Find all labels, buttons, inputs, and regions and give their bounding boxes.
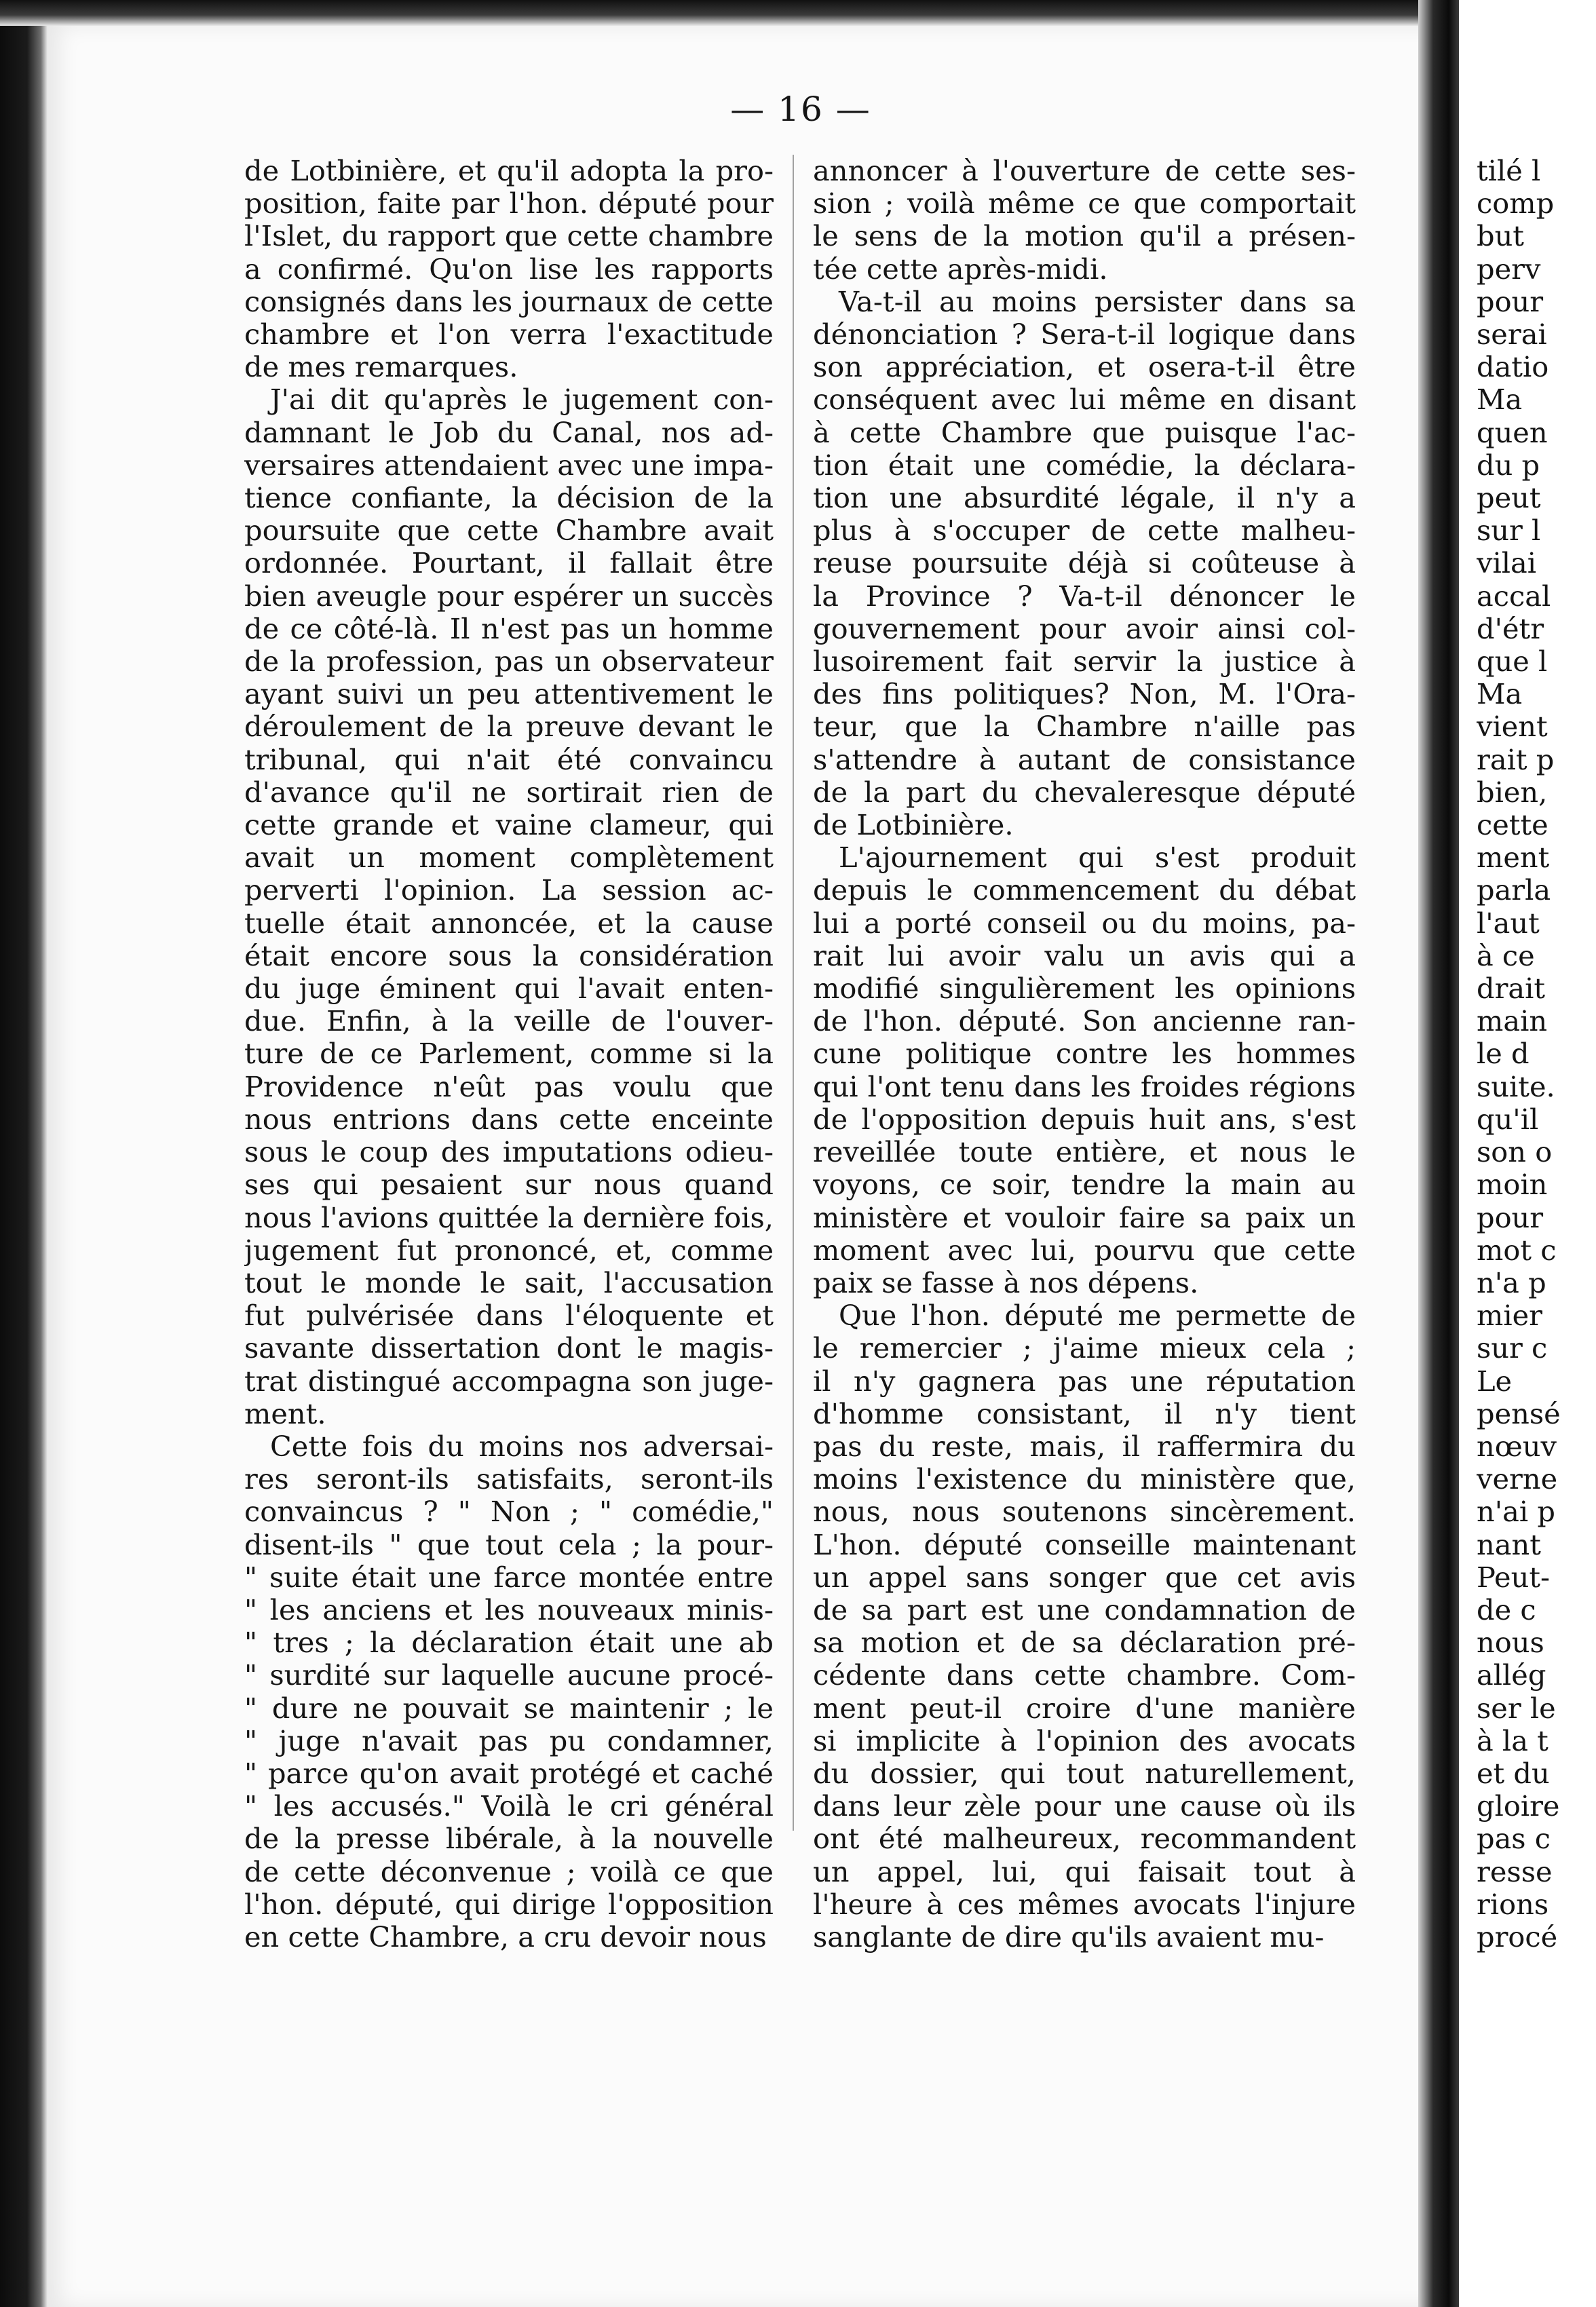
text-line: tuelle était annoncée, et la cause — [244, 907, 774, 940]
text-line: de Lotbinière. — [813, 809, 1014, 842]
text-line: " parce qu'on avait protégé et caché — [244, 1757, 774, 1790]
next-page-line-fragment: rait p — [1477, 743, 1555, 776]
text-line: pas du reste, mais, il raffermira du — [813, 1430, 1356, 1463]
text-line: sa motion et de sa déclaration pré- — [813, 1626, 1356, 1660]
text-line: en cette Chambre, a cru devoir nous — [244, 1920, 767, 1953]
text-line: du juge éminent qui l'avait enten- — [244, 972, 774, 1006]
next-page-line-fragment: procé — [1477, 1920, 1558, 1953]
text-line: un appel, lui, qui faisait tout à — [813, 1855, 1356, 1888]
next-page-line-fragment: quen — [1477, 416, 1548, 449]
next-page-line-fragment: pour — [1477, 1201, 1544, 1234]
text-line: trat distingué accompagna son juge- — [244, 1365, 774, 1398]
text-line: bien aveugle pour espérer un succès — [244, 579, 774, 613]
text-line: tience confiante, la décision de la — [244, 482, 774, 515]
next-page-line-fragment: nœuv — [1477, 1430, 1557, 1463]
text-line: tion une absurdité légale, il n'y a — [813, 482, 1356, 515]
text-line: l'Islet, du rapport que cette chambre — [244, 220, 774, 253]
text-line: ministère et vouloir faire sa paix un — [813, 1201, 1356, 1234]
text-line: l'hon. député, qui dirige l'opposition — [244, 1888, 774, 1921]
next-page-line-fragment: peut — [1477, 482, 1541, 515]
text-line: tout le monde le sait, l'accusation — [244, 1266, 774, 1299]
text-column-left — [244, 155, 774, 1953]
text-line: d'homme consistant, il n'y tient — [813, 1397, 1356, 1430]
text-line: lui a porté conseil ou du moins, pa- — [813, 907, 1356, 940]
next-page-line-fragment: vient — [1477, 710, 1548, 744]
text-line: de la part du chevaleresque député — [813, 776, 1356, 809]
text-line: cette grande et vaine clameur, qui — [244, 809, 774, 842]
text-column-right — [813, 155, 1356, 1953]
next-page-line-fragment: nous — [1477, 1626, 1544, 1660]
next-page-line-fragment: ment — [1477, 841, 1550, 875]
next-page-line-fragment: cette — [1477, 809, 1548, 842]
text-line: savante dissertation dont le magis- — [244, 1332, 774, 1365]
text-line: à cette Chambre que puisque l'ac- — [813, 416, 1356, 449]
text-line: sanglante de dire qu'ils avaient mu- — [813, 1920, 1325, 1953]
text-line: moins l'existence du ministère que, — [813, 1463, 1356, 1496]
text-line: disent-ils " que tout cela ; la pour- — [244, 1528, 774, 1561]
text-line: ment. — [244, 1397, 326, 1430]
text-line: Que l'hon. député me permette de — [839, 1299, 1356, 1333]
text-line: Va-t-il au moins persister dans sa — [839, 285, 1356, 318]
next-page-line-fragment: perv — [1477, 252, 1541, 286]
scan-top-edge — [0, 0, 1596, 26]
next-page-line-fragment: resse — [1477, 1855, 1553, 1888]
next-page-line-fragment: qu'il — [1477, 1103, 1539, 1136]
next-page-line-fragment: que l — [1477, 645, 1548, 679]
text-line: a confirmé. Qu'on lise les rapports — [244, 252, 774, 286]
text-line: modifié singulièrement les opinions — [813, 972, 1356, 1006]
next-page-line-fragment: d'étr — [1477, 612, 1544, 645]
next-page-line-fragment: but — [1477, 220, 1524, 253]
next-page-line-fragment: pensé — [1477, 1397, 1561, 1430]
text-line: due. Enfin, à la veille de l'ouver- — [244, 1005, 774, 1038]
text-line: damnant le Job du Canal, nos ad- — [244, 416, 774, 449]
text-line: " les accusés." Voilà le cri général — [244, 1790, 774, 1823]
text-line: " dure ne pouvait se maintenir ; le — [244, 1692, 774, 1725]
text-line: le sens de la motion qu'il a présen- — [813, 220, 1356, 253]
next-page-line-fragment: pour — [1477, 285, 1544, 318]
text-line: Providence n'eût pas voulu que — [244, 1070, 774, 1103]
text-line: nous l'avions quittée la dernière fois, — [244, 1201, 774, 1234]
page-number: — 16 — — [730, 90, 871, 129]
next-page-text-fragments — [1477, 155, 1561, 1953]
next-page-line-fragment: vilai — [1477, 547, 1537, 580]
text-line: " suite était une farce montée entre — [244, 1561, 774, 1594]
column-divider — [793, 155, 794, 1831]
text-line: avait un moment complètement — [244, 841, 774, 875]
text-line: ayant suivi un peu attentivement le — [244, 678, 774, 711]
book-binding-edge — [0, 0, 48, 2307]
next-page-line-fragment: son o — [1477, 1136, 1553, 1169]
text-line: moment avec lui, pourvu que cette — [813, 1234, 1356, 1267]
text-line: cune politique contre les hommes — [813, 1037, 1356, 1071]
text-line: " surdité sur laquelle aucune procé- — [244, 1659, 774, 1692]
next-page-line-fragment: comp — [1477, 187, 1555, 221]
next-page-line-fragment: ser le — [1477, 1692, 1556, 1725]
text-line: de Lotbinière, et qu'il adopta la pro- — [244, 155, 774, 187]
text-line: du dossier, qui tout naturellement, — [813, 1757, 1356, 1790]
text-line: " tres ; la déclaration était une ab — [244, 1626, 774, 1660]
text-line: ont été malheureux, recommandent — [813, 1823, 1356, 1856]
text-line: depuis le commencement du débat — [813, 874, 1356, 907]
text-line: de l'hon. député. Son ancienne ran- — [813, 1005, 1356, 1038]
text-line: chambre et l'on verra l'exactitude — [244, 318, 774, 351]
next-page-line-fragment: à ce — [1477, 939, 1535, 972]
text-line: qui l'ont tenu dans les froides régions — [813, 1070, 1356, 1103]
next-page-line-fragment: bien, — [1477, 776, 1548, 809]
text-line: si implicite à l'opinion des avocats — [813, 1724, 1356, 1757]
next-page-line-fragment: et du — [1477, 1757, 1550, 1790]
text-line: L'ajournement qui s'est produit — [839, 841, 1356, 875]
text-line: rait lui avoir valu un avis qui a — [813, 939, 1356, 972]
text-line: sion ; voilà même ce que comportait — [813, 187, 1356, 221]
next-page-line-fragment: pas c — [1477, 1823, 1551, 1856]
text-line: il n'y gagnera pas une réputation — [813, 1365, 1356, 1398]
text-line: était encore sous la considération — [244, 939, 774, 972]
text-line: tribunal, qui n'ait été convaincu — [244, 743, 774, 776]
text-line: convaincus ? " Non ; " comédie," — [244, 1495, 774, 1529]
next-page-line-fragment: du p — [1477, 449, 1540, 482]
text-line: res seront-ils satisfaits, seront-ils — [244, 1463, 774, 1496]
next-page-line-fragment: sur l — [1477, 514, 1541, 548]
text-line: lusoirement fait servir la justice à — [813, 645, 1356, 679]
text-line: reveillée toute entière, et nous le — [813, 1136, 1356, 1169]
text-line: son appréciation, et osera-t-il être — [813, 351, 1356, 384]
text-line: teur, que la Chambre n'aille pas — [813, 710, 1356, 744]
text-line: sous le coup des imputations odieu- — [244, 1136, 774, 1169]
text-line: de la profession, pas un observateur — [244, 645, 774, 679]
text-line: annoncer à l'ouverture de cette ses- — [813, 155, 1356, 187]
text-line: versaires attendaient avec une impa- — [244, 449, 774, 482]
text-line: consignés dans les journaux de cette — [244, 285, 774, 318]
text-line: tée cette après-midi. — [813, 252, 1108, 286]
text-line: de la presse libérale, à la nouvelle — [244, 1823, 774, 1856]
text-line: reuse poursuite déjà si coûteuse à — [813, 547, 1356, 580]
text-line: ordonnée. Pourtant, il fallait être — [244, 547, 774, 580]
next-page-line-fragment: gloire — [1477, 1790, 1560, 1823]
book-gutter — [1418, 0, 1459, 2307]
next-page-line-fragment: l'aut — [1477, 907, 1540, 940]
text-line: perverti l'opinion. La session ac- — [244, 874, 774, 907]
text-line: " juge n'avait pas pu condamner, — [244, 1724, 774, 1757]
next-page-line-fragment: Peut- — [1477, 1561, 1551, 1594]
next-page-line-fragment: mot c — [1477, 1234, 1557, 1267]
text-line: L'hon. député conseille maintenant — [813, 1528, 1356, 1561]
next-page-line-fragment: verne — [1477, 1463, 1558, 1496]
text-line: paix se fasse à nos dépens. — [813, 1266, 1199, 1299]
text-line: ses qui pesaient sur nous quand — [244, 1168, 774, 1202]
text-line: gouvernement pour avoir ainsi col- — [813, 612, 1356, 645]
next-page-line-fragment: serai — [1477, 318, 1547, 351]
next-page-line-fragment: suite. — [1477, 1070, 1555, 1103]
text-line: dans leur zèle pour une cause où ils — [813, 1790, 1356, 1823]
text-line: plus à s'occuper de cette malheu- — [813, 514, 1356, 548]
next-page-line-fragment: Le — [1477, 1365, 1513, 1398]
text-line: voyons, ce soir, tendre la main au — [813, 1168, 1356, 1202]
text-line: ment peut-il croire d'une manière — [813, 1692, 1356, 1725]
next-page-line-fragment: n'a p — [1477, 1266, 1546, 1299]
text-line: position, faite par l'hon. député pour — [244, 187, 774, 221]
next-page-line-fragment: rions — [1477, 1888, 1549, 1921]
text-line: de l'opposition depuis huit ans, s'est — [813, 1103, 1356, 1136]
text-line: des fins politiques? Non, M. l'Ora- — [813, 678, 1356, 711]
text-line: la Province ? Va-t-il dénoncer le — [813, 579, 1356, 613]
text-line: nous entrions dans cette enceinte — [244, 1103, 774, 1136]
text-line: cédente dans cette chambre. Com- — [813, 1659, 1356, 1692]
next-page-line-fragment: sur c — [1477, 1332, 1548, 1365]
text-line: nous, nous soutenons sincèrement. — [813, 1495, 1356, 1529]
text-line: de ce côté-là. Il n'est pas un homme — [244, 612, 774, 645]
next-page-line-fragment: à la t — [1477, 1724, 1548, 1757]
text-line: un appel sans songer que cet avis — [813, 1561, 1356, 1594]
next-page-edge — [1459, 0, 1596, 2307]
text-line: " les anciens et les nouveaux minis- — [244, 1593, 774, 1626]
text-line: de cette déconvenue ; voilà ce que — [244, 1855, 774, 1888]
text-line: l'heure à ces mêmes avocats l'injure — [813, 1888, 1356, 1921]
text-line: d'avance qu'il ne sortirait rien de — [244, 776, 774, 809]
text-line: de mes remarques. — [244, 351, 518, 384]
next-page-line-fragment: nant — [1477, 1528, 1541, 1561]
next-page-line-fragment: allég — [1477, 1659, 1546, 1692]
text-line: fut pulvérisée dans l'éloquente et — [244, 1299, 774, 1333]
next-page-line-fragment: Ma — [1477, 383, 1523, 417]
next-page-line-fragment: moin — [1477, 1168, 1548, 1202]
text-line: Cette fois du moins nos adversai- — [270, 1430, 774, 1463]
next-page-line-fragment: drait — [1477, 972, 1546, 1006]
text-line: de sa part est une condamnation de — [813, 1593, 1356, 1626]
next-page-line-fragment: accal — [1477, 579, 1551, 613]
text-line: le remercier ; j'aime mieux cela ; — [813, 1332, 1356, 1365]
text-line: s'attendre à autant de consistance — [813, 743, 1356, 776]
next-page-line-fragment: parla — [1477, 874, 1551, 907]
next-page-line-fragment: tilé l — [1477, 155, 1541, 187]
text-line: dénonciation ? Sera-t-il logique dans — [813, 318, 1356, 351]
text-line: conséquent avec lui même en disant — [813, 383, 1356, 417]
text-line: J'ai dit qu'après le jugement con- — [270, 383, 774, 417]
text-line: tion était une comédie, la déclara- — [813, 449, 1356, 482]
next-page-line-fragment: main — [1477, 1005, 1548, 1038]
text-line: jugement fut prononcé, et, comme — [244, 1234, 774, 1267]
text-line: poursuite que cette Chambre avait — [244, 514, 774, 548]
text-line: déroulement de la preuve devant le — [244, 710, 774, 744]
next-page-line-fragment: le d — [1477, 1037, 1530, 1071]
text-line: ture de ce Parlement, comme si la — [244, 1037, 774, 1071]
next-page-line-fragment: datio — [1477, 351, 1549, 384]
next-page-line-fragment: n'ai p — [1477, 1495, 1555, 1529]
next-page-line-fragment: mier — [1477, 1299, 1543, 1333]
next-page-line-fragment: Ma — [1477, 678, 1523, 711]
next-page-line-fragment: de c — [1477, 1593, 1536, 1626]
